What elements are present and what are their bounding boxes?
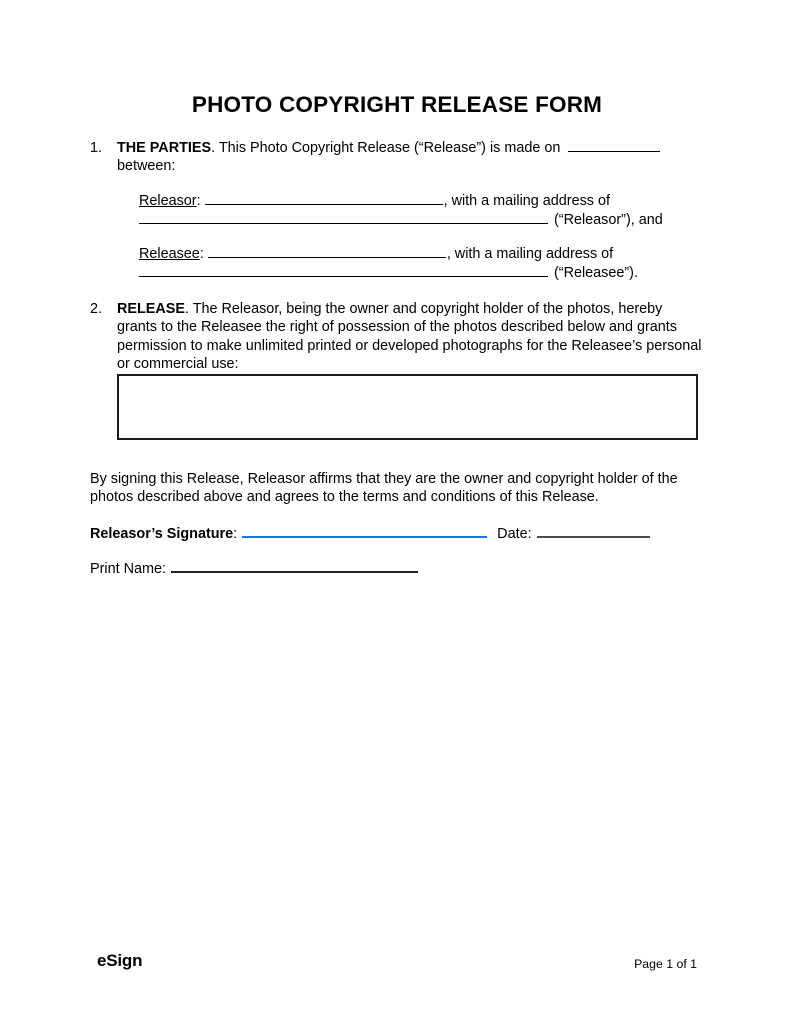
esign-logo: eSign [97, 951, 143, 970]
releasee-label: Releasee [139, 246, 200, 262]
releasor-address-line [139, 211, 697, 230]
signature-row [90, 524, 700, 544]
clause-2-text: . The Releasor, being the owner and copyright holder of the photos, hereby grants to the Releasee the right of possession of the photos described below and grants permission to make unlimited printed or developed photographs for the Releasee’s personal or commercial use: [117, 301, 702, 372]
releasee-mailing-text: , with a mailing address of [446, 246, 614, 262]
party-block-releasee [139, 245, 697, 283]
releasor-quoted-name: (“Releasor”), and [554, 212, 663, 228]
releasor-signature-field[interactable] [242, 524, 487, 538]
date-field[interactable] [537, 524, 650, 538]
releasee-name-line [139, 245, 697, 264]
releasor-signature-colon: : [233, 526, 238, 542]
releasor-name-input[interactable] [205, 192, 443, 205]
clause-1-heading: THE PARTIES [117, 140, 212, 156]
page-title: PHOTO COPYRIGHT RELEASE FORM [191, 92, 603, 117]
clause-1-text-before-blank: . This Photo Copyright Release (“Release”) is made on [211, 140, 565, 156]
clause-1-body [117, 139, 700, 176]
clause-2-heading: RELEASE [117, 301, 185, 317]
page-number: Page 1 of 1 [634, 957, 697, 971]
photo-description-textarea[interactable] [117, 374, 698, 440]
print-name-field[interactable] [171, 559, 418, 573]
releasor-label: Releasor [139, 193, 197, 209]
clause-release [90, 300, 702, 373]
clause-number-2: 2. [90, 301, 103, 317]
releasee-colon: : [199, 246, 204, 262]
clause-the-parties [90, 139, 700, 176]
releasor-address-input[interactable] [139, 211, 548, 224]
party-block-releasor [139, 192, 697, 230]
date-made-on-blank[interactable] [568, 139, 660, 152]
affirmation-paragraph: By signing this Release, Releasor affirms that they are the owner and copyright holder of the photos described above and agrees to the terms and conditions of this Release. [90, 471, 678, 506]
releasor-colon: : [196, 193, 201, 209]
date-label: Date: [497, 526, 532, 542]
clause-1-text-after-blank: between: [117, 158, 176, 175]
print-name-label: Print Name: [90, 561, 166, 577]
releasor-mailing-text: , with a mailing address of [443, 193, 610, 209]
releasee-name-input[interactable] [208, 245, 446, 258]
clause-2-body [117, 300, 702, 373]
releasor-name-line [139, 192, 697, 211]
releasee-address-line [139, 264, 697, 283]
clause-number-1: 1. [90, 140, 103, 156]
releasor-signature-label: Releasor’s Signature [90, 526, 234, 542]
releasee-address-input[interactable] [139, 264, 548, 277]
releasee-quoted-name: (“Releasee”). [554, 265, 638, 281]
print-name-row [90, 559, 700, 579]
